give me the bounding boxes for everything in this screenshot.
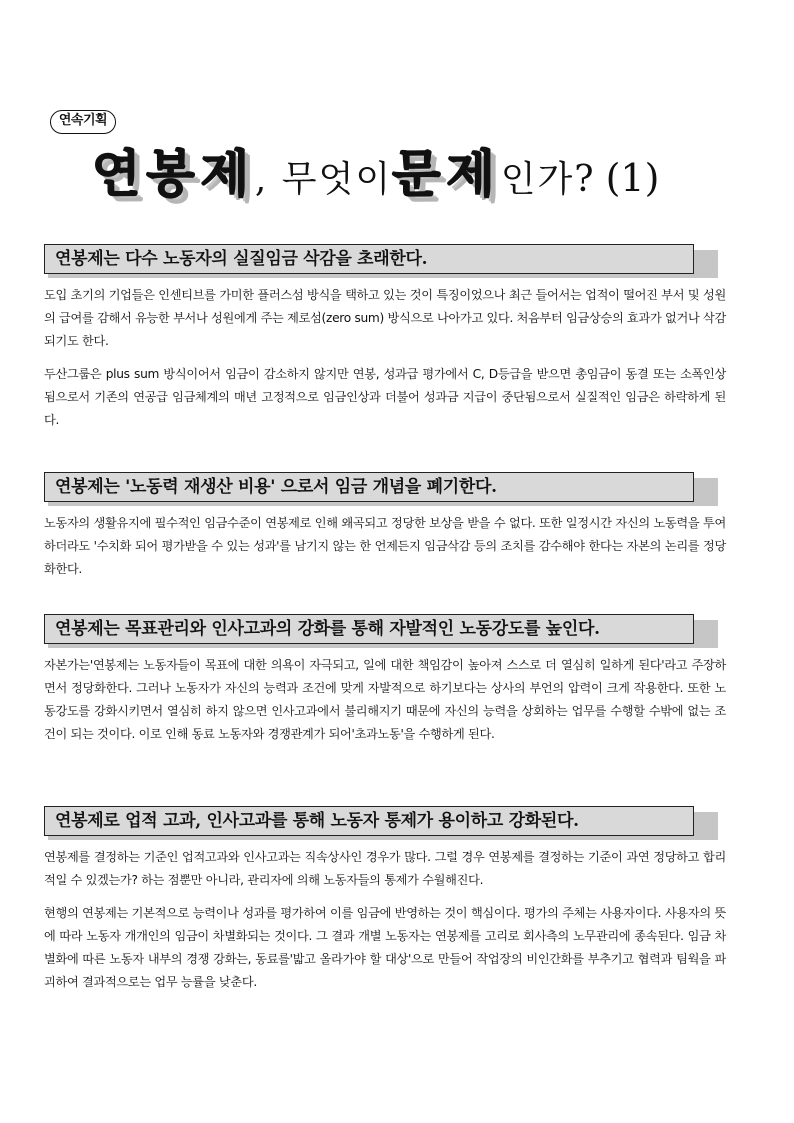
page-title xyxy=(92,134,732,214)
section-heading-box xyxy=(44,614,734,654)
section-heading-box xyxy=(44,806,734,846)
title-part-munje: 문제 xyxy=(392,144,501,203)
title-part-inga: 인가? xyxy=(500,159,596,200)
section-4 xyxy=(44,806,734,1004)
paragraph: 연봉제를 결정하는 기준인 업적고과와 인사고과는 직속상사인 경우가 많다. 그럴 경우 연봉제를 결정하는 기준이 과연 정당하고 합리적일 수 있겠는가? 하는 점뿐만 아니라, 관리자에 의해 노동자들의 통제가 수월해진다. xyxy=(44,850,726,887)
paragraph: 현행의 연봉제는 기본적으로 능력이나 성과를 평가하여 이를 임금에 반영하는 것이 핵심이다. 평가의 주체는 사용자이다. 사용자의 뜻에 따라 노동자 개개인의 임금이 차별화되는 것이다. 그 결과 개별 노동자는 연봉제를 고리로 회사측의 노무관리에 종속된다. 임금 차별화에 따른 노동자 내부의 경쟁 강화는, 동료를'밟고 올라가야 할 대상'으로 만들어 작업장의 비인간화를 부추기고 협력과 팀웍을 파괴하여 결과적으로는 업무 능률을 낮춘다. xyxy=(44,906,726,989)
title-part-mueosi: , 무엇이 xyxy=(254,159,393,200)
section-heading: 연봉제로 업적 고과, 인사고과를 통해 노동자 통제가 용이하고 강화된다. xyxy=(44,806,694,836)
series-badge: 연속기획 xyxy=(50,110,116,134)
title-part-yeonbongje: 연봉제 xyxy=(92,144,255,203)
paragraph: 자본가는'연봉제는 노동자들이 목표에 대한 의욕이 자극되고, 일에 대한 책임감이 높아져 스스로 더 열심히 일하게 된다'라고 주장하면서 정당화한다. 그러나 노동자가 자신의 능력과 조건에 맞게 자발적으로 하기보다는 상사의 부언의 압력이 크게 작용한다. 또한 노동강도를 강화시키면서 열심히 하지 않으면 인사고과에서 불리해지기 때문에 자신의 능력을 상회하는 업무를 수행할 수밖에 없는 조건이 되는 것이다. 이로 인해 동료 노동자와 경쟁관계가 되어'초과노동'을 수행하게 된다. xyxy=(44,658,726,741)
section-heading-box xyxy=(44,244,734,284)
paragraph: 도입 초기의 기업들은 인센티브를 가미한 플러스섬 방식을 택하고 있는 것이 특징이었으나 최근 들어서는 업적이 떨어진 부서 및 성원의 급여를 감해서 유능한 부서나 성원에게 주는 제로섬(zero sum) 방식으로 나아가고 있다. 처음부터 임금상승의 효과가 없거나 삭감되기도 한다. xyxy=(44,288,726,348)
section-1 xyxy=(44,244,734,442)
paragraph: 두산그룹은 plus sum 방식이어서 임금이 감소하지 않지만 연봉, 성과급 평가에서 C, D등급을 받으면 총임금이 동결 또는 소폭인상 됨으로서 기존의 연공급 임금체계의 매년 고정적으로 임금인상과 더불어 성과금 지급이 중단됨으로서 실질적인 임금은 하락하게 된다. xyxy=(44,367,726,427)
section-2 xyxy=(44,472,734,591)
paragraph: 노동자의 생활유지에 필수적인 임금수준이 연봉제로 인해 왜곡되고 정당한 보상을 받을 수 없다. 또한 일정시간 자신의 노동력을 투여하더라도 '수치화 되어 평가받을 수 있는 성과'를 남기지 않는 한 언제든지 임금삭감 등의 조치를 감수해야 한다는 자본의 논리를 정당화한다. xyxy=(44,516,726,576)
section-heading-box xyxy=(44,472,734,512)
section-heading: 연봉제는 다수 노동자의 실질임금 삭감을 초래한다. xyxy=(44,244,694,274)
section-3 xyxy=(44,614,734,756)
title-part-number: (1) xyxy=(605,156,660,200)
section-heading: 연봉제는 '노동력 재생산 비용' 으로서 임금 개념을 폐기한다. xyxy=(44,472,694,502)
section-heading: 연봉제는 목표관리와 인사고과의 강화를 통해 자발적인 노동강도를 높인다. xyxy=(44,614,694,644)
